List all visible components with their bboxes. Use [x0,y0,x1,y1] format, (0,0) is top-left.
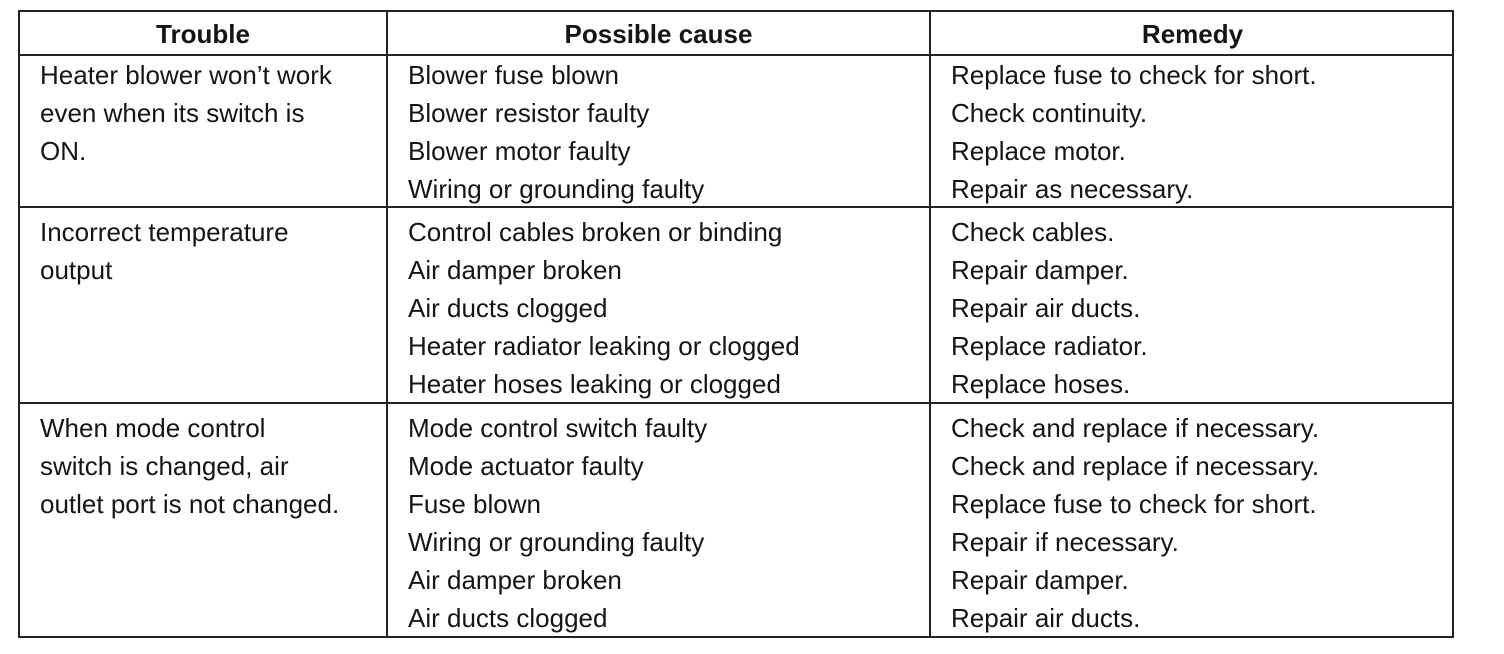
cause-item: Mode control switch faulty [408,413,708,443]
trouble-cell [40,56,332,170]
header-possible-cause: Possible cause [564,19,753,49]
cause-cell [408,56,704,208]
cause-item: Mode actuator faulty [408,451,644,481]
remedy-item: Repair air ducts. [951,603,1141,633]
remedy-cell [951,213,1148,403]
trouble-line: Heater blower won’t work [40,60,332,90]
remedy-item: Repair damper. [951,255,1129,285]
remedy-item: Repair as necessary. [951,174,1194,204]
cause-item: Air ducts clogged [408,603,608,633]
cause-cell [408,409,707,637]
trouble-line: Incorrect temperature [40,217,289,247]
cause-item: Wiring or grounding faulty [408,174,705,204]
header-remedy: Remedy [1141,19,1244,49]
cause-item: Heater hoses leaking or clogged [408,369,781,399]
remedy-item: Repair damper. [951,565,1129,595]
cause-item: Air damper broken [408,255,622,285]
remedy-item: Check and replace if necessary. [951,451,1320,481]
header-trouble: Trouble [156,19,250,49]
remedy-item: Check cables. [951,217,1115,247]
cause-item: Air damper broken [408,565,622,595]
cause-cell [408,213,800,403]
remedy-item: Replace motor. [951,136,1126,166]
cause-item: Air ducts clogged [408,293,608,323]
remedy-item: Replace radiator. [951,331,1148,361]
remedy-item: Replace fuse to check for short. [951,489,1317,519]
remedy-item: Check and replace if necessary. [951,413,1320,443]
cause-item: Fuse blown [408,489,541,519]
remedy-item: Replace hoses. [951,369,1131,399]
remedy-cell [951,409,1319,637]
trouble-line: switch is changed, air [40,451,289,481]
remedy-item: Replace fuse to check for short. [951,60,1317,90]
trouble-line: output [40,255,113,285]
trouble-cell [40,409,339,523]
remedy-item: Check continuity. [951,98,1148,128]
cause-item: Wiring or grounding faulty [408,527,705,557]
column-divider [386,12,388,636]
trouble-cell [40,213,289,289]
trouble-line: When mode control [40,413,266,443]
remedy-cell [951,56,1317,208]
cause-item: Blower resistor faulty [408,98,650,128]
cause-item: Control cables broken or binding [408,217,783,247]
trouble-line: even when its switch is [40,98,305,128]
cause-item: Blower fuse blown [408,60,619,90]
remedy-item: Repair if necessary. [951,527,1179,557]
troubleshooting-table [18,10,1454,638]
trouble-line: outlet port is not changed. [40,489,340,519]
trouble-line: ON. [40,136,87,166]
column-divider [929,12,931,636]
remedy-item: Repair air ducts. [951,293,1141,323]
cause-item: Heater radiator leaking or clogged [408,331,800,361]
cause-item: Blower motor faulty [408,136,631,166]
